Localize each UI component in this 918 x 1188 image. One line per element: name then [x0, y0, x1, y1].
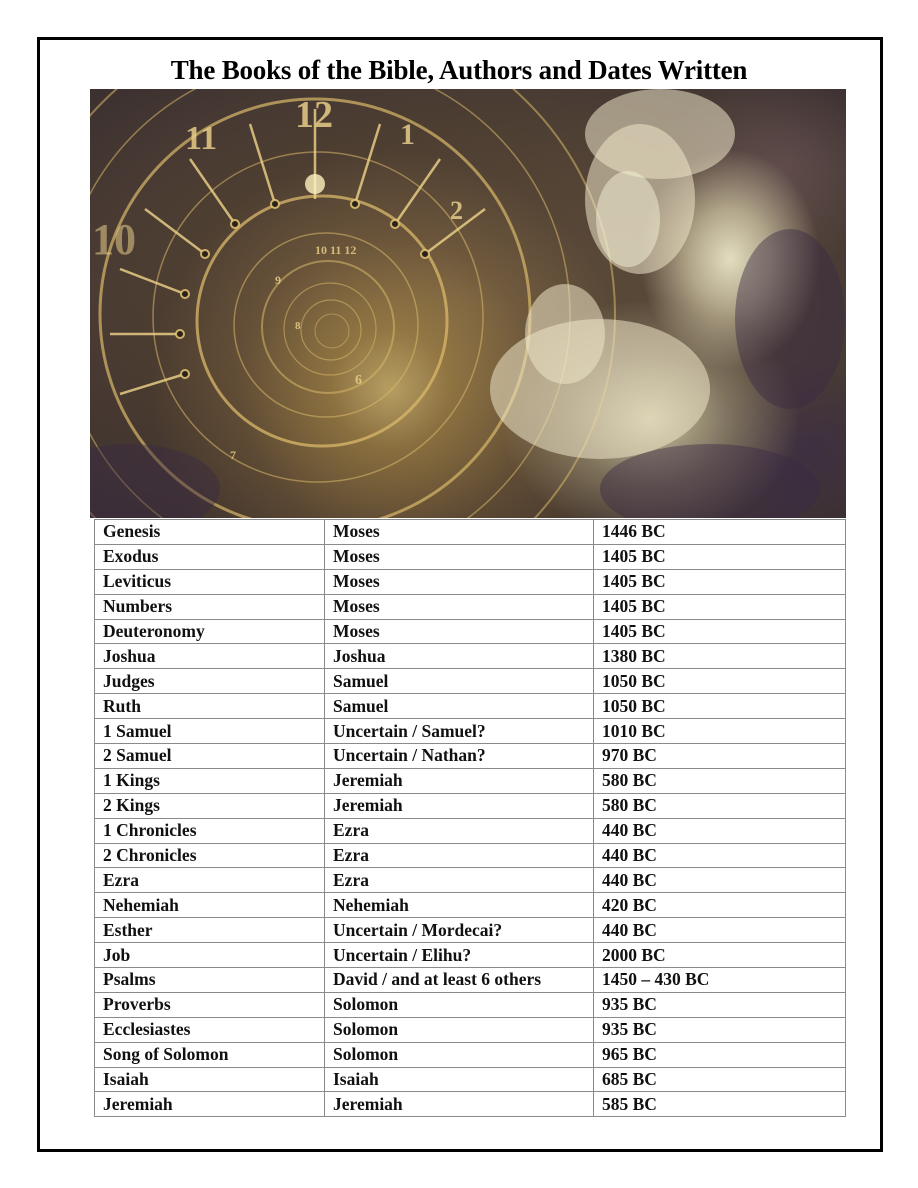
date-cell: 935 BC	[594, 1017, 846, 1042]
spiral-clock-illustration	[90, 89, 846, 518]
book-cell: Proverbs	[95, 992, 325, 1017]
author-cell: Uncertain / Mordecai?	[325, 918, 594, 943]
table-row	[95, 918, 846, 943]
author-cell: Nehemiah	[325, 893, 594, 918]
author-cell: Samuel	[325, 694, 594, 719]
author-cell: Solomon	[325, 1042, 594, 1067]
book-cell: 1 Samuel	[95, 719, 325, 744]
table-row	[95, 768, 846, 793]
svg-text:12: 12	[295, 94, 333, 136]
date-cell: 585 BC	[594, 1092, 846, 1117]
svg-text:9: 9	[275, 273, 281, 287]
svg-text:2: 2	[450, 196, 463, 225]
author-cell: Moses	[325, 594, 594, 619]
book-cell: Esther	[95, 918, 325, 943]
author-cell: Uncertain / Nathan?	[325, 744, 594, 769]
book-cell: Ezra	[95, 868, 325, 893]
book-cell: Jeremiah	[95, 1092, 325, 1117]
books-table-body	[95, 520, 846, 1117]
table-row	[95, 943, 846, 968]
author-cell: Moses	[325, 544, 594, 569]
book-cell: Ruth	[95, 694, 325, 719]
table-row	[95, 843, 846, 868]
date-cell: 1050 BC	[594, 669, 846, 694]
svg-text:1: 1	[400, 118, 415, 151]
table-row	[95, 520, 846, 545]
author-cell: Moses	[325, 569, 594, 594]
table-row	[95, 569, 846, 594]
date-cell: 1450 – 430 BC	[594, 968, 846, 993]
book-cell: 2 Kings	[95, 793, 325, 818]
book-cell: Exodus	[95, 544, 325, 569]
date-cell: 440 BC	[594, 843, 846, 868]
book-cell: Isaiah	[95, 1067, 325, 1092]
table-row	[95, 818, 846, 843]
date-cell: 965 BC	[594, 1042, 846, 1067]
author-cell: Ezra	[325, 818, 594, 843]
book-cell: 1 Kings	[95, 768, 325, 793]
table-row	[95, 744, 846, 769]
table-row	[95, 719, 846, 744]
date-cell: 1405 BC	[594, 619, 846, 644]
svg-text:10 11 12: 10 11 12	[315, 243, 357, 257]
table-row	[95, 1092, 846, 1117]
book-cell: Psalms	[95, 968, 325, 993]
book-cell: Joshua	[95, 644, 325, 669]
table-row	[95, 1067, 846, 1092]
svg-text:7: 7	[230, 448, 236, 462]
page-title: The Books of the Bible, Authors and Dates Written	[170, 55, 748, 85]
svg-text:6: 6	[355, 373, 362, 388]
table-row	[95, 1042, 846, 1067]
author-cell: Solomon	[325, 992, 594, 1017]
author-cell: Isaiah	[325, 1067, 594, 1092]
books-table	[94, 519, 846, 1117]
date-cell: 1405 BC	[594, 569, 846, 594]
author-cell: Uncertain / Elihu?	[325, 943, 594, 968]
table-row	[95, 694, 846, 719]
date-cell: 580 BC	[594, 793, 846, 818]
date-cell: 580 BC	[594, 768, 846, 793]
table-row	[95, 893, 846, 918]
table-row	[95, 793, 846, 818]
table-row	[95, 868, 846, 893]
date-cell: 1050 BC	[594, 694, 846, 719]
date-cell: 1405 BC	[594, 544, 846, 569]
date-cell: 935 BC	[594, 992, 846, 1017]
date-cell: 420 BC	[594, 893, 846, 918]
table-row	[95, 669, 846, 694]
book-cell: Numbers	[95, 594, 325, 619]
author-cell: Jeremiah	[325, 793, 594, 818]
table-row	[95, 1017, 846, 1042]
date-cell: 970 BC	[594, 744, 846, 769]
book-cell: Song of Solomon	[95, 1042, 325, 1067]
book-cell: 1 Chronicles	[95, 818, 325, 843]
author-cell: Moses	[325, 619, 594, 644]
author-cell: Uncertain / Samuel?	[325, 719, 594, 744]
date-cell: 1380 BC	[594, 644, 846, 669]
book-cell: Judges	[95, 669, 325, 694]
book-cell: Genesis	[95, 520, 325, 545]
book-cell: 2 Chronicles	[95, 843, 325, 868]
author-cell: Moses	[325, 520, 594, 545]
date-cell: 1405 BC	[594, 594, 846, 619]
table-row	[95, 544, 846, 569]
svg-text:10: 10	[92, 215, 136, 264]
svg-text:11: 11	[185, 120, 218, 157]
book-cell: Job	[95, 943, 325, 968]
author-cell: Samuel	[325, 669, 594, 694]
table-row	[95, 968, 846, 993]
svg-text:8: 8	[295, 320, 301, 332]
date-cell: 440 BC	[594, 868, 846, 893]
author-cell: Joshua	[325, 644, 594, 669]
date-cell: 440 BC	[594, 818, 846, 843]
book-cell: Leviticus	[95, 569, 325, 594]
book-cell: 2 Samuel	[95, 744, 325, 769]
author-cell: Ezra	[325, 868, 594, 893]
date-cell: 1010 BC	[594, 719, 846, 744]
book-cell: Deuteronomy	[95, 619, 325, 644]
table-row	[95, 594, 846, 619]
author-cell: Solomon	[325, 1017, 594, 1042]
author-cell: David / and at least 6 others	[325, 968, 594, 993]
date-cell: 1446 BC	[594, 520, 846, 545]
date-cell: 2000 BC	[594, 943, 846, 968]
book-cell: Ecclesiastes	[95, 1017, 325, 1042]
date-cell: 440 BC	[594, 918, 846, 943]
author-cell: Jeremiah	[325, 1092, 594, 1117]
author-cell: Ezra	[325, 843, 594, 868]
author-cell: Jeremiah	[325, 768, 594, 793]
table-row	[95, 619, 846, 644]
hero-image-clock-angel	[90, 89, 846, 518]
date-cell: 685 BC	[594, 1067, 846, 1092]
table-row	[95, 992, 846, 1017]
table-row	[95, 644, 846, 669]
book-cell: Nehemiah	[95, 893, 325, 918]
